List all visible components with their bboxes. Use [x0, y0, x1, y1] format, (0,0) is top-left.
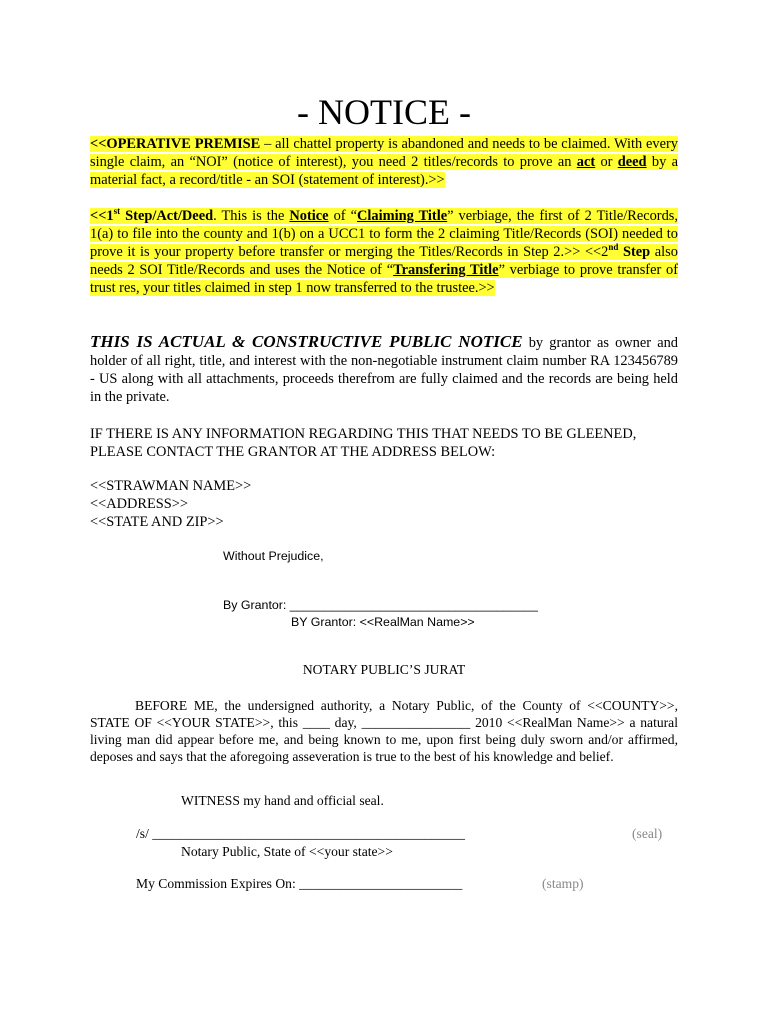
step-text-1: . This is the [213, 208, 290, 224]
by-grantor-name: BY Grantor: <<RealMan Name>> [291, 615, 475, 629]
signature-line: /s/ ______________________________________________ [136, 826, 465, 841]
notary-state-line: Notary Public, State of <<your state>> [181, 844, 393, 859]
step-text-3: ” verbiage, the first of 2 Title/Records, 1(a) to file into the county and 1(b) on a UCC1 to form the 2 claiming Title/Records (SOI) needed to prove it is your property before transfer or merging the Titles/Records in Step 2.>> <<2 [90, 208, 678, 260]
stamp-label: (stamp) [542, 876, 584, 891]
step-paragraph [90, 207, 678, 297]
premise-act: act [576, 154, 596, 170]
public-notice-heading: THIS IS ACTUAL & CONSTRUCTIVE PUBLIC NOTICE [90, 332, 523, 351]
by-grantor-line: By Grantor: ____________________________________ [223, 598, 538, 612]
premise-deed: deed [617, 154, 647, 170]
step-claiming-title: Claiming Title [357, 208, 448, 224]
address-line: <<ADDRESS>> [90, 496, 189, 512]
premise-or: or [595, 154, 618, 170]
premise-text-1: – all chattel property is abandoned and needs to be claimed. With every single claim, an “NOI” (notice of interest), you need 2 titles/records to prove an [90, 136, 678, 170]
operative-premise-paragraph [90, 135, 678, 189]
step-transfering-title: Transfering Title [393, 262, 499, 278]
public-notice-paragraph [90, 333, 678, 406]
address-state-zip: <<STATE AND ZIP>> [90, 514, 224, 530]
seal-label: (seal) [632, 826, 663, 841]
jurat-heading: NOTARY PUBLIC’S JURAT [302, 662, 466, 677]
premise-text-2: by a material fact, a record/title - an SOI (statement of interest).>> [90, 154, 678, 188]
step-word: Step [618, 244, 651, 260]
premise-lead: << [90, 136, 107, 152]
step-text-2: of “ [328, 208, 358, 224]
notice-title: - NOTICE - [297, 92, 471, 132]
info-line-1: IF THERE IS ANY INFORMATION REGARDING THIS THAT NEEDS TO BE GLEENED, [90, 426, 637, 442]
step-lead: <<1 [90, 208, 114, 224]
step-text-5: ” verbiage to prove transfer of trust res, your titles claimed in step 1 now transferred to the trustee.>> [90, 262, 678, 296]
step-sup-2: nd [608, 242, 619, 253]
step-heading: Step/Act/Deed [120, 208, 214, 224]
info-line-2: PLEASE CONTACT THE GRANTOR AT THE ADDRESS BELOW: [90, 444, 496, 460]
jurat-body: BEFORE ME, the undersigned authority, a Notary Public, of the County of <<COUNTY>>, STATE OF <<YOUR STATE>>, this ____ day, ________________ 2010 <<RealMan Name>> a natural living man did appear before me, and being known to me, upon first being duly sworn and/or affirmed, deposes and says that the aforegoing asseveration is true to the best of his knowledge and belief. [90, 698, 678, 764]
premise-highlight [90, 136, 678, 188]
step-highlight [90, 208, 678, 296]
address-name: <<STRAWMAN NAME>> [90, 478, 252, 494]
step-sup-1: st [113, 206, 121, 217]
public-notice-text: by grantor as owner and holder of all right, title, and interest with the non-negotiable instrument claim number RA 123456789 - US along with all attachments, proceeds therefrom are fully claimed and the records are being held in the private. [90, 335, 678, 405]
step-text-4: also needs 2 SOI Title/Records and uses the Notice of “ [90, 244, 678, 278]
step-notice-word: Notice [289, 208, 329, 224]
commission-line: My Commission Expires On: ________________________ [136, 876, 463, 891]
premise-heading: OPERATIVE PREMISE [106, 136, 261, 152]
witness-line: WITNESS my hand and official seal. [181, 793, 384, 808]
without-prejudice: Without Prejudice, [223, 549, 324, 563]
